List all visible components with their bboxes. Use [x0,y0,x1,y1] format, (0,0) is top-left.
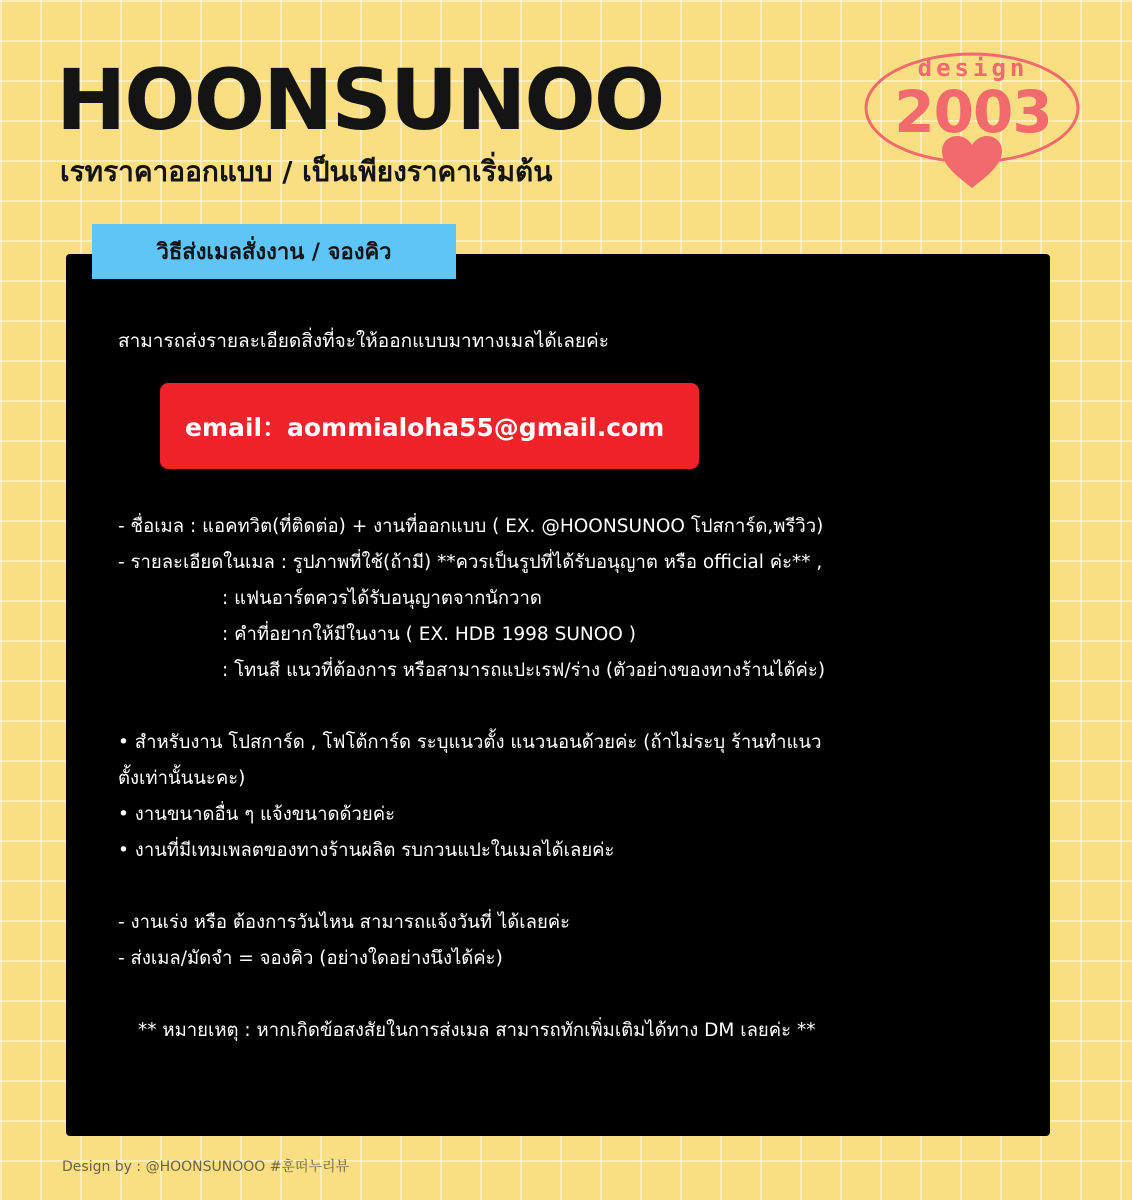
rule-tone: : โทนสี แนวที่ต้องการ หรือสามารถแปะเรฟ/ร่าง (ตัวอย่างของทางร้านได้ค่ะ) [222,660,826,681]
design-2003-logo [860,50,1086,190]
email-button[interactable]: email：aommialoha55@gmail.com [160,383,699,469]
rule-orientation-cont: ตั้งเท่านั้นนะคะ) [118,768,246,789]
rule-mail-name: - ชื่อเมล : แอคทวิต(ที่ติดต่อ) + งานที่ออกแบบ ( EX. @HOONSUNOO โปสการ์ด,พรีวิว) [118,516,824,537]
rule-orientation: • สำหรับงาน โปสการ์ด , โฟโต้การ์ด ระบุแนวตั้ง แนวนอนด้วยค่ะ (ถ้าไม่ระบุ ร้านทำแนว [118,732,822,753]
brand-title: HOONSUNOO [56,51,664,149]
rule-mail-details: - รายละเอียดในเมล : รูปภาพที่ใช้(ถ้ามี) **ควรเป็นรูปที่ได้รับอนุญาต หรือ official ค่ะ** , [118,552,823,573]
note-text: ** หมายเหตุ : หากเกิดข้อสงสัยในการส่งเมล สามารถทักเพิ่มเติมได้ทาง DM เลยค่ะ ** [138,1020,816,1041]
rule-words: : คำที่อยากให้มีในงาน ( EX. HDB 1998 SUNOO ) [222,624,636,645]
rule-rush: - งานเร่ง หรือ ต้องการวันไหน สามารถแจ้งวันที่ ได้เลยค่ะ [118,912,571,933]
rule-fanart-permission: : แฟนอาร์ตควรได้รับอนุญาตจากนักวาด [222,588,542,609]
brand-subtitle: เรทราคาออกแบบ / เป็นเพียงราคาเริ่มต้น [60,155,553,188]
rule-template: • งานที่มีเทมเพลตของทางร้านผลิต รบกวนแปะในเมลได้เลยค่ะ [118,840,615,861]
footer-credit: Design by : @HOONSUNOOO #훈떠누리뷰 [62,1159,350,1175]
rule-deposit: - ส่งเมล/มัดจำ = จองคิว (อย่างใดอย่างนึงได้ค่ะ) [118,948,503,969]
logo-design-text: design [917,54,1029,82]
intro-text: สามารถส่งรายละเอียดสิ่งที่จะให้ออกแบบมาทางเมลได้เลยค่ะ [118,330,609,352]
section-tab: วิธีส่งเมลสั่งงาน / จองคิว [92,224,456,279]
rule-other-size: • งานขนาดอื่น ๆ แจ้งขนาดด้วยค่ะ [118,804,396,825]
logo-year-text: 2003 [894,78,1052,146]
